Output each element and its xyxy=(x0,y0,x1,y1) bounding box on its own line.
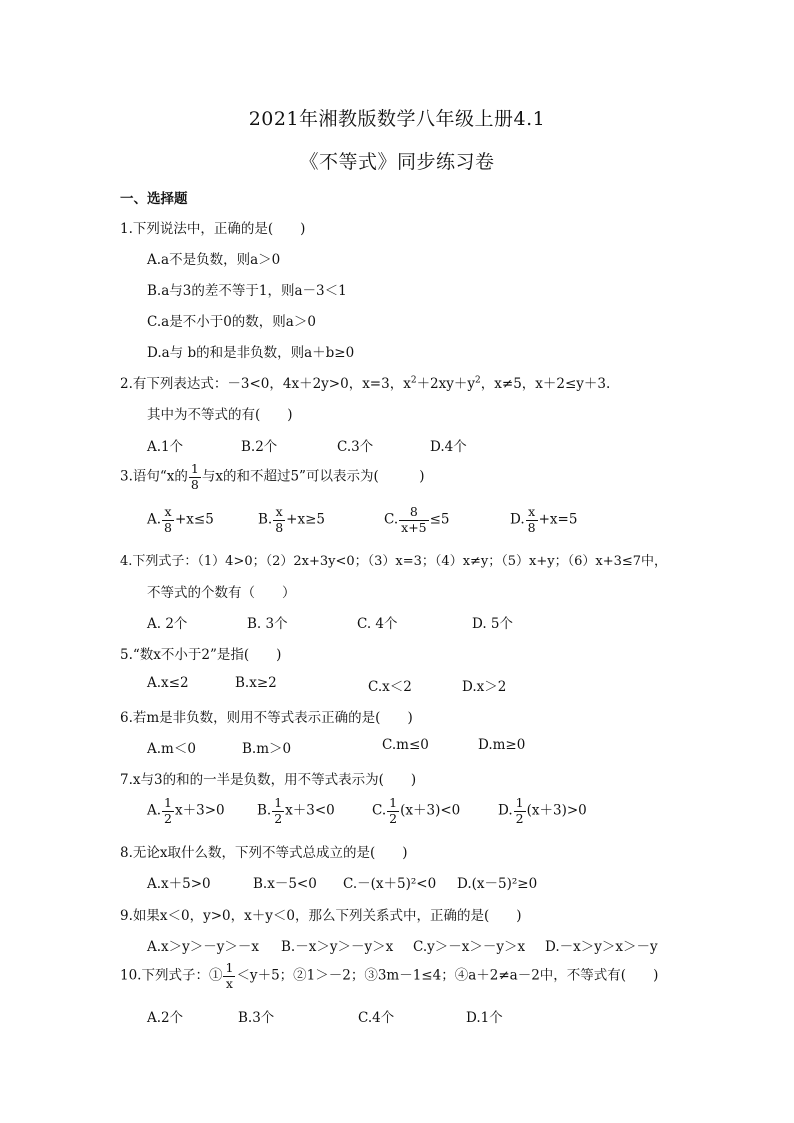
question-4-option-c: C. 4个 xyxy=(357,616,398,632)
question-2-stem-part2: ＋2xy＋y xyxy=(416,376,476,392)
question-7-option-c xyxy=(372,797,460,825)
question-5-option-a: A.x≤2 xyxy=(147,675,189,691)
option-tail: +x≥5 xyxy=(286,511,325,528)
question-1-option-a: A.a不是负数，则a＞0 xyxy=(147,252,281,268)
question-3-option-a xyxy=(147,506,214,534)
document-title: 2021年湘教版数学八年级上册4.1 xyxy=(248,108,546,130)
option-label: C. xyxy=(372,802,387,819)
option-fraction xyxy=(162,506,174,534)
question-7-option-a xyxy=(147,797,225,825)
question-10-stem-part1: 10.下列式子：① xyxy=(120,967,223,984)
question-3-stem-part2: 与x的和不超过5”可以表示为( ) xyxy=(201,468,425,485)
question-2-option-a: A.1个 xyxy=(147,439,184,455)
question-10-option-c: C.4个 xyxy=(358,1010,395,1026)
option-tail: ≤5 xyxy=(429,511,450,528)
fraction-numerator: 1 xyxy=(274,795,283,810)
fraction-denominator: 8 xyxy=(527,519,536,535)
question-9-option-c: C.y＞－x＞－y＞x xyxy=(413,939,526,955)
fraction-numerator: 1 xyxy=(164,795,172,810)
question-2-option-c: C.3个 xyxy=(337,439,374,455)
question-4-option-a: A. 2个 xyxy=(147,616,188,632)
option-fraction xyxy=(272,797,284,825)
section-heading: 一、选择题 xyxy=(120,191,188,207)
fraction-denominator: 2 xyxy=(389,810,398,826)
option-label: D. xyxy=(510,511,525,528)
question-5-option-d: D.x＞2 xyxy=(462,679,507,695)
question-7-option-b xyxy=(257,797,335,825)
question-4-stem-line2: 不等式的个数有（ ） xyxy=(147,585,296,601)
question-2-exponent-2: 2 xyxy=(475,375,481,386)
question-10-option-d: D.1个 xyxy=(466,1010,503,1026)
question-7-option-d xyxy=(498,797,587,825)
option-label: B. xyxy=(257,802,272,819)
option-tail: x＋3>0 xyxy=(175,802,225,819)
option-fraction xyxy=(273,506,285,534)
option-fraction xyxy=(514,797,526,825)
fraction-numerator: 1 xyxy=(190,461,199,476)
question-3-option-b xyxy=(258,506,325,534)
fraction-numerator: 1 xyxy=(225,960,234,975)
question-2-stem xyxy=(120,372,610,392)
fraction-denominator: x+5 xyxy=(401,519,427,535)
option-label: A. xyxy=(147,802,162,819)
question-9-option-d: D.－x＞y＞x＞－y xyxy=(545,939,658,955)
fraction-denominator: 2 xyxy=(164,810,172,826)
fraction-numerator: 8 xyxy=(399,506,428,521)
question-8-option-d: D.(x－5)²≥0 xyxy=(457,876,538,892)
question-6-option-d: D.m≥0 xyxy=(478,737,526,753)
option-label: D. xyxy=(498,802,513,819)
question-3-option-d xyxy=(510,506,577,534)
question-1-option-c: C.a是不小于0的数，则a＞0 xyxy=(147,314,316,330)
fraction-denominator: 8 xyxy=(164,519,172,535)
question-8-option-a: A.x＋5>0 xyxy=(147,876,211,892)
option-label: A. xyxy=(147,511,162,528)
option-fraction xyxy=(162,797,174,825)
fraction-denominator: 2 xyxy=(515,810,524,826)
fraction-denominator: 8 xyxy=(275,519,284,535)
option-fraction xyxy=(526,506,538,534)
option-fraction xyxy=(399,506,428,534)
question-8-option-b: B.x－5<0 xyxy=(253,876,317,892)
question-2-option-d: D.4个 xyxy=(430,439,467,455)
question-6-option-c: C.m≤0 xyxy=(382,737,429,753)
question-4-option-d: D. 5个 xyxy=(472,616,514,632)
fraction-denominator: 8 xyxy=(190,476,199,492)
question-2-stem-line2: 其中为不等式的有( ) xyxy=(147,407,293,423)
question-7-stem: 7.x与3的和的一半是负数，用不等式表示为( ) xyxy=(120,772,417,788)
question-10-option-b: B.3个 xyxy=(238,1010,275,1026)
question-2-exponent-1: 2 xyxy=(410,375,417,386)
question-5-option-c: C.x＜2 xyxy=(368,679,412,695)
option-tail: +x≤5 xyxy=(175,511,214,528)
option-label: B. xyxy=(258,511,273,528)
fraction-denominator: 2 xyxy=(274,810,283,826)
question-10-stem xyxy=(120,962,658,990)
option-tail: +x=5 xyxy=(538,511,578,528)
option-tail: x＋3<0 xyxy=(285,802,335,819)
fraction-denominator: x xyxy=(225,975,233,991)
question-5-stem: 5.“数x不小于2”是指( ) xyxy=(120,647,282,663)
option-fraction xyxy=(387,797,399,825)
question-1-stem: 1.下列说法中，正确的是( ) xyxy=(120,221,306,237)
question-5-option-b: B.x≥2 xyxy=(235,675,277,691)
option-tail: (x＋3)<0 xyxy=(400,802,461,819)
question-10-stem-part2: ＜y＋5；②1＞－2；③3m－1≤4；④a＋2≠a－2中，不等式有( ) xyxy=(236,967,659,984)
question-4-stem: 4.下列式子：（1）4>0；（2）2x+3y<0；（3）x=3；（4）x≠y；（5）x+y；（6）x+3≤7中， xyxy=(120,554,668,569)
document-subtitle: 《不等式》同步练习卷 xyxy=(299,151,495,173)
question-1-option-b: B.a与3的差不等于1，则a－3＜1 xyxy=(147,283,347,299)
fraction-numerator: 1 xyxy=(389,795,398,810)
question-10-option-a: A.2个 xyxy=(147,1010,184,1026)
question-3-stem xyxy=(120,463,425,491)
question-6-stem: 6.若m是非负数，则用不等式表示正确的是( ) xyxy=(120,710,413,726)
question-3-fraction xyxy=(189,463,201,491)
question-9-option-b: B.－x＞y＞－y＞x xyxy=(281,939,394,955)
option-tail: (x＋3)>0 xyxy=(526,802,587,819)
fraction-numerator: x xyxy=(162,506,174,521)
question-2-stem-part1: 2.有下列表达式：－3<0，4x＋2y>0，x=3，x xyxy=(120,376,411,392)
question-9-option-a: A.x＞y＞－y＞－x xyxy=(147,939,260,955)
question-6-option-a: A.m＜0 xyxy=(147,741,196,757)
fraction-numerator: x xyxy=(273,506,285,521)
question-4-option-b: B. 3个 xyxy=(247,616,288,632)
question-8-stem: 8.无论x取什么数，下列不等式总成立的是( ) xyxy=(120,845,408,861)
option-label: C. xyxy=(384,511,399,528)
question-2-stem-part3: ，x≠5，x＋2≤y＋3. xyxy=(480,376,611,392)
question-1-option-d: D.a与 b的和是非负数，则a＋b≥0 xyxy=(147,345,355,361)
question-10-fraction xyxy=(223,962,235,990)
question-2-option-b: B.2个 xyxy=(241,439,278,455)
question-8-option-c: C.－(x＋5)²<0 xyxy=(343,876,437,892)
question-9-stem: 9.如果x＜0，y>0，x＋y＜0，那么下列关系式中，正确的是( ) xyxy=(120,908,522,924)
fraction-numerator: 1 xyxy=(515,795,524,810)
question-3-stem-part1: 3.语句“x的 xyxy=(120,468,188,485)
fraction-numerator: x xyxy=(526,506,538,521)
question-3-option-c xyxy=(384,506,450,534)
question-6-option-b: B.m＞0 xyxy=(242,741,292,757)
